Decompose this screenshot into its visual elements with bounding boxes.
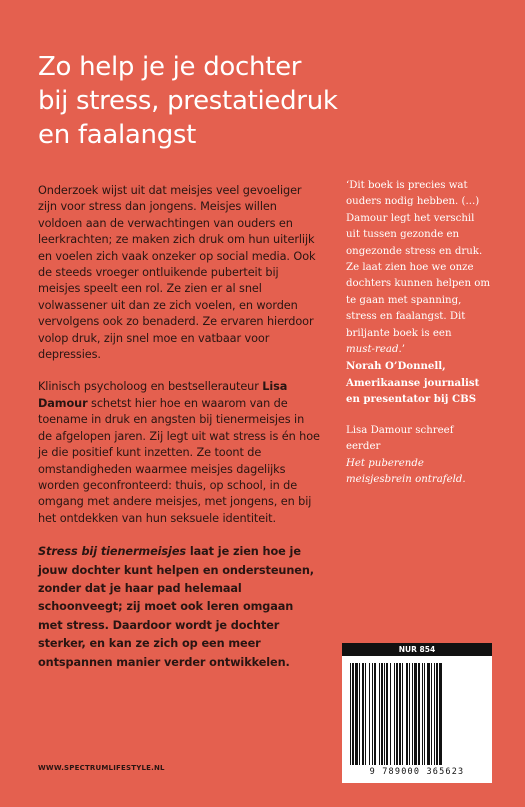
other-book-intro: Lisa Damour schreef eerder	[346, 424, 454, 453]
blurb-p2-body: schetst hier hoe en waarom van de toename in druk en angsten bij tienermeisjes in de afgelopen jaren. Zij legt uit wat stress is én hoe je die positief kunt inzetten. Ze toont de omstandigheden waarmee meisjes dagelijks worden geconfronteerd: thuis, op school, in de omgang met andere meisjes, met jongens, en bij het ontdekken van hun seksuele identiteit.	[38, 396, 320, 525]
headline-line-1: Zo help je je dochter	[38, 52, 302, 82]
author-name: Lisa Damour	[38, 380, 288, 410]
barcode-bar	[436, 663, 438, 765]
review-source-name: Norah O’Donnell,	[346, 360, 446, 373]
nur-code: NUR 854	[342, 643, 492, 656]
barcode-bar	[434, 663, 435, 765]
review-quote-column	[346, 178, 491, 488]
blurb-paragraph-1: Onderzoek wijst uit dat meisjes veel gevoeliger zijn voor stress dan jongens. Meisjes willen voldoen aan de verwachtingen van ouders en leerkrachten; ze maken zich druk om hun uiterlijk en voelen zich vaak onzeker op social media. Ook de steeds vroeger ontluikende puberteit bij meisjes speelt een rol. Ze zien er al snel volwassener uit dan ze zich voelen, en worden vervolgens ook zo benaderd. Ze ervaren hierdoor volop druk, zijn snel moe en vatbaar voor depressies.	[38, 184, 316, 362]
barcode-bar	[427, 663, 430, 765]
blurb-column	[38, 183, 320, 688]
isbn-number: 9 789000 365623	[369, 767, 465, 777]
barcode-bar	[362, 663, 364, 765]
review-quote-emphasis: must-read	[346, 344, 399, 356]
review-quote-end: .’	[398, 344, 405, 356]
barcode-bar	[381, 663, 383, 765]
barcode-bar	[431, 663, 432, 765]
barcode-bar	[372, 663, 373, 765]
headline-line-2: bij stress, prestatiedruk	[38, 86, 338, 116]
blurb-p2-intro: Klinisch psycholoog en bestsellerauteur	[38, 380, 263, 394]
barcode-bar	[384, 663, 385, 765]
barcode-bar	[439, 663, 442, 765]
barcode-bar	[406, 663, 408, 765]
review-quote-text: ‘Dit boek is precies wat ouders nodig hebben. (...) Damour legt het verschil uit tussen gezonde en ongezonde stress en druk. Ze laat zien hoe we onze dochters kunnen helpen om te gaan met spanning, stress en faalangst. Dit briljante boek is een	[346, 180, 491, 339]
barcode-bar	[374, 663, 376, 765]
barcode-bar	[379, 663, 380, 765]
isbn-barcode	[348, 663, 486, 765]
barcode-bar	[386, 663, 388, 765]
barcode-bar	[359, 663, 360, 765]
barcode-bar	[399, 663, 401, 765]
barcode-bar	[369, 663, 370, 765]
blurb-paragraph-3	[38, 543, 320, 672]
other-book-title-text: Het puberende meisjesbrein ontrafeld.	[346, 457, 466, 485]
barcode-bar	[390, 663, 391, 765]
barcode-bar	[365, 663, 366, 765]
barcode-bar	[396, 663, 398, 765]
headline-line-3: en faalangst	[38, 120, 197, 150]
book-title-inline: Stress bij tienermeisjes	[38, 545, 187, 559]
barcode-bar	[418, 663, 420, 765]
barcode-bar	[402, 663, 403, 765]
review-source-description: Amerikaanse journalist en presentator bij CBS	[346, 376, 480, 406]
blurb-paragraph-2	[38, 379, 320, 527]
publisher-website: WWW.SPECTRUMLIFESTYLE.NL	[38, 764, 165, 772]
barcode-bar	[422, 663, 423, 765]
barcode-bar	[412, 663, 413, 765]
barcode-panel	[342, 643, 492, 783]
spacer	[346, 408, 491, 423]
barcode-bar	[355, 663, 358, 765]
review-quote	[346, 178, 491, 358]
barcode-bar	[394, 663, 395, 765]
barcode-bar	[352, 663, 354, 765]
barcode-bar	[350, 663, 351, 765]
barcode-bar	[424, 663, 425, 765]
blurb-p3-body: laat je zien hoe je jouw dochter kunt helpen en ondersteunen, zonder dat je haar pad helemaal schoonveegt; zij moet ook leren omgaan met stress. Daardoor wordt je dochter sterker, en kan ze zich op een meer ontspannen manier verder ontwikkelen.	[38, 545, 314, 669]
barcode-bar	[414, 663, 417, 765]
barcode-bar	[409, 663, 410, 765]
cover-headline	[38, 50, 478, 152]
other-book-title	[346, 456, 491, 489]
